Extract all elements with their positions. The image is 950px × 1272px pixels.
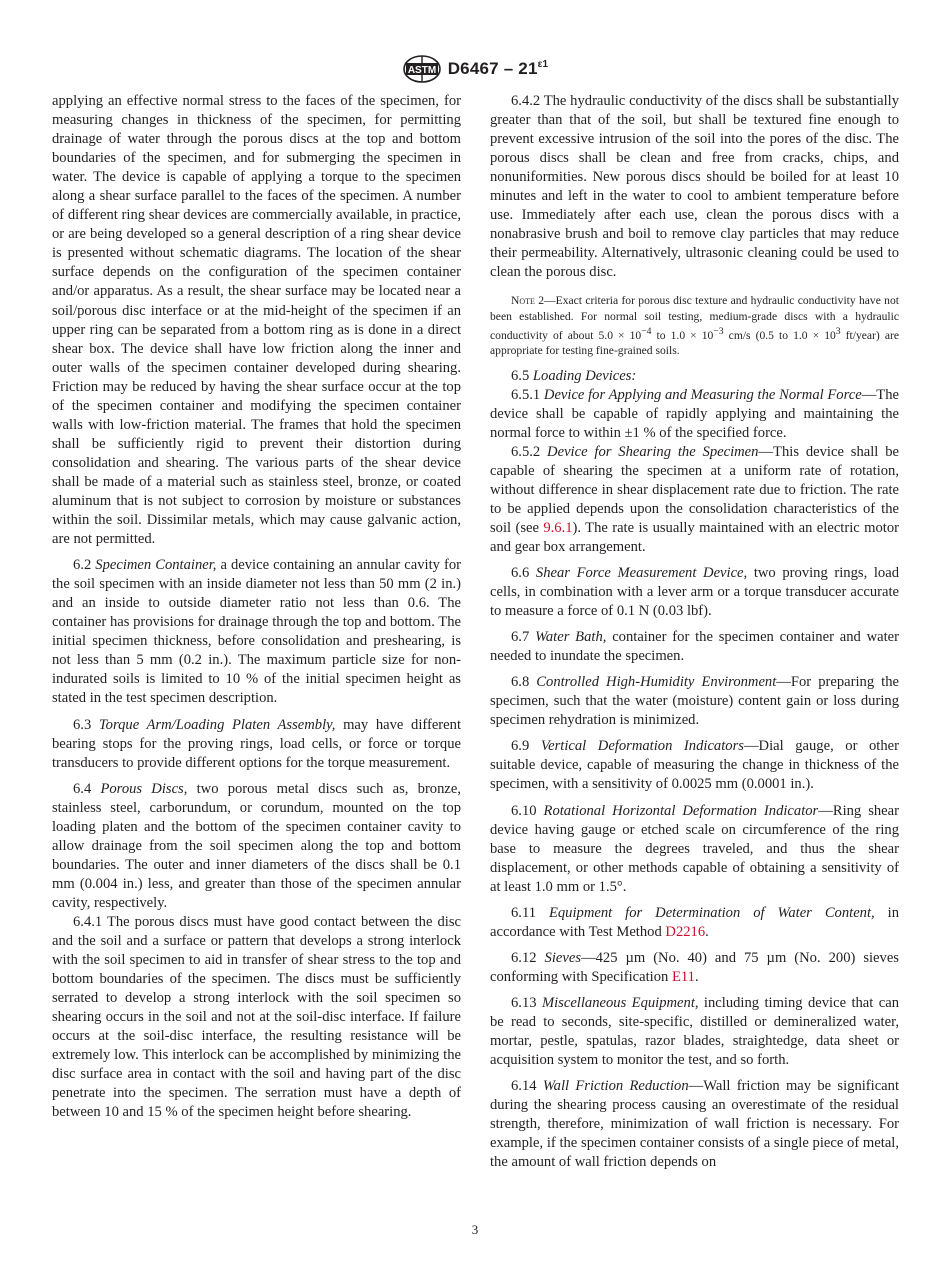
section-6-1-continuation: applying an effective normal stress to the faces of the specimen, for measuring changes in thickness of the specimen, for permitting drainage of water through the porous discs at the top and bottom boundaries of the specimen, and for submerging the specimen in water. The device is capable of applying a torque to the specimen along a shear surface parallel to the faces of the specimen. A number of different ring shear devices are commercially available, in practice, or are being developed so a general description of a ring shear device is presented without schematic diagrams. The location of the shear surface depends on the configuration of the specimen container and/or apparatus. As a result, the shear surface may be located near a soil/porous disc interface or at the mid-height of the specimen if an upper ring can be separated from a bottom ring as is done in a direct shear box. The device shall have low friction along the inner and outer walls of the specimen container developed during shearing. Friction may be reduced by having the shear surface occur at the top of the specimen container and modifying the specimen container walls with low-friction material. The frames that hold the specimen shall be sufficiently rigid to prevent their distortion during consolidation and shearing. The various parts of the shear device shall be made of a material such as stainless steel, bronze, or coated aluminum that is not subject to corrosion by moisture or substances within the soil. Dissimilar metals, which may cause galvanic action, are not permitted.: [52, 93, 461, 548]
page-header: [0, 52, 950, 86]
page-number: 3: [471, 1222, 479, 1237]
section-title: Water Bath,: [535, 629, 607, 646]
ref-link-9-6-1[interactable]: 9.6.1: [543, 519, 573, 536]
section-title: Equipment for Determination of Water Content,: [548, 904, 875, 921]
section-title: Vertical Deformation Indicators: [540, 738, 744, 755]
section-title: Shear Force Measurement Device,: [535, 564, 748, 581]
section-6-12: 6.12 Sieves—425 µm (No. 40) and 75 µm (No. 200) sieves conforming with Specification E11.: [490, 949, 899, 985]
section-6-4-1: 6.4.1 The porous discs must have good contact between the disc and the soil and a surface or pattern that develops a strong interlock with the soil specimen to aid in transfer of shear stress to the top and bottom boundaries of the specimen. The discs must be sufficiently serrated to develop a strong interlock with the soil specimen so shearing occurs in the soil and not at the soil-disc interface. If failure occurs at the soil-disc interface, the resulting resistance will be extremely low. This interlock can be accomplished by minimizing the disc surface area in contact with the soil and having part of the disc penetrate into the specimen. The serration must have a depth of between 10 and 15 % of the specimen height before shearing.: [52, 913, 461, 1121]
right-column: [490, 92, 899, 1172]
astm-logo-icon: [402, 54, 442, 84]
section-6-5-1: 6.5.1 Device for Applying and Measuring the Normal Force—The device shall be capable of rapidly applying and maintaining the normal force to within ±1 % of the specified force.: [490, 386, 899, 441]
section-6-7: 6.7 Water Bath, container for the specimen container and water needed to inundate the specimen.: [490, 629, 900, 665]
section-title: Device for Shearing the Specimen: [547, 443, 759, 460]
section-6-5-2: 6.5.2 Device for Shearing the Specimen—This device shall be capable of shearing the specimen at a uniform rate of rotation, without difference in shear displacement rate due to friction. The rate to be applied depends upon the consolidation characteristics of the soil (see 9.6.1). The rate is usually maintained with an electric motor and gear box arrangement.: [490, 443, 899, 555]
section-title: Sieves: [544, 949, 581, 966]
section-6-13: 6.13 Miscellaneous Equipment, including timing device that can be read to seconds, site-specific, distilled or demineralized water, mortar, pestle, spatulas, razor blades, straightedge, data sheet or acquisition system to monitor the test, and so forth.: [490, 994, 899, 1069]
section-title: Specimen Container,: [95, 557, 217, 574]
section-6-4-2: 6.4.2 The hydraulic conductivity of the discs shall be substantially greater than that of the soil, but shall be textured fine enough to prevent excessive intrusion of the soil into the pores of the disc. The porous discs shall be clean and free from cracks, chips, and nonuniformities. New porous discs should be boiled for at least 10 minutes and left in the water to cool to ambient temperature before use. Immediately after each use, clean the porous discs with a nonabrasive brush and boil to remove clay particles that may reduce their permeability. Alternatively, ultrasonic cleaning could be used to clean the porous disc.: [490, 93, 899, 281]
section-6-2: 6.2 Specimen Container, a device containing an annular cavity for the soil specimen with an inside diameter not less than 50 mm (2 in.) and an inside to outside diameter ratio not less than 0.6. The container has provisions for drainage through the top and bottom. The initial specimen thickness, before consolidation and preshearing, is not less than 5 mm (0.2 in.). The maximum particle size for non-indurated soils is limited to 10 % of the initial specimen height as stated in the test specimen description.: [52, 557, 461, 707]
section-6-9: 6.9 Vertical Deformation Indicators—Dial gauge, or other suitable device, capable of measuring the change in thickness of the specimen, with a sensitivity of 0.0025 mm (0.0001 in.).: [490, 738, 899, 793]
section-title: Device for Applying and Measuring the Normal Force: [543, 386, 862, 403]
standard-designation: $D6467 - 21^{\varepsilon 1}$: [447, 59, 549, 78]
section-6-5: 6.5 Loading Devices:: [511, 367, 637, 384]
ref-link-e11[interactable]: E11: [671, 968, 695, 985]
section-title: Miscellaneous Equipment,: [541, 994, 699, 1011]
section-title: Torque Arm/Loading Platen Assembly,: [98, 716, 336, 733]
epsilon-superscript: ε1: [537, 59, 549, 70]
left-column: [52, 92, 461, 1122]
section-title: Porous Discs,: [100, 780, 188, 797]
section-6-11: 6.11 Equipment for Determination of Water Content, in accordance with Test Method D2216.: [490, 904, 899, 940]
section-6-14: 6.14 Wall Friction Reduction—Wall friction may be significant during the shearing process causing an overestimate of the residual strength, therefore, minimization of wall friction is necessary. For example, if the specimen container consists of a single piece of metal, the amount of wall friction depends on: [490, 1078, 900, 1171]
section-title: Controlled High-Humidity Environment: [536, 674, 777, 691]
section-title: Rotational Horizontal Deformation Indicator: [543, 802, 819, 819]
ref-link-d2216[interactable]: D2216: [665, 923, 706, 940]
note-2: Note 2—Exact criteria for porous disc texture and hydraulic conductivity have not been established. For normal soil testing, medium-grade discs with a hydraulic conductivity of about $5.0 \times 10^{-4}$ to $1.0 \times 10^{-3}$ cm/s (0.5 to $1.0 \times 10^3$ ft/year) are appropriate for testing fine-grained soils.: [490, 294, 899, 358]
section-6-4: 6.4 Porous Discs, two porous metal discs such as, bronze, stainless steel, carborundum, or corundum, mounted on the top loading platen and the bottom of the specimen container cavity to allow drainage from the soil specimen along the top and bottom boundaries. The outer and inner diameters of the discs shall be 0.1 mm (0.004 in.) less, and greater than those of the specimen annular cavity, respectively.: [52, 780, 461, 911]
section-title: Loading Devices:: [532, 367, 637, 384]
svg-text:ASTM: ASTM: [407, 65, 436, 76]
section-6-3: 6.3 Torque Arm/Loading Platen Assembly, may have different bearing stops for the proving rings, load cells, or force or torque transducers to provide different options for the torque measurement.: [52, 716, 461, 771]
section-6-10: 6.10 Rotational Horizontal Deformation Indicator—Ring shear device having gauge or etched scale on circumference of the ring base to measure the degrees traveled, and thus the shear displacement, or other methods capable of obtaining a sensitivity of at least 1.0 mm or 1.5°.: [490, 802, 899, 895]
section-6-8: 6.8 Controlled High-Humidity Environment—For preparing the specimen, such that the water (moisture) content gain or loss during specimen rehydration is minimized.: [490, 674, 899, 729]
section-title: Wall Friction Reduction: [542, 1078, 689, 1095]
section-6-6: 6.6 Shear Force Measurement Device, two proving rings, load cells, in combination with a lever arm or a torque transducer accurate to measure a force of 0.1 N (0.03 lbf).: [490, 564, 899, 620]
